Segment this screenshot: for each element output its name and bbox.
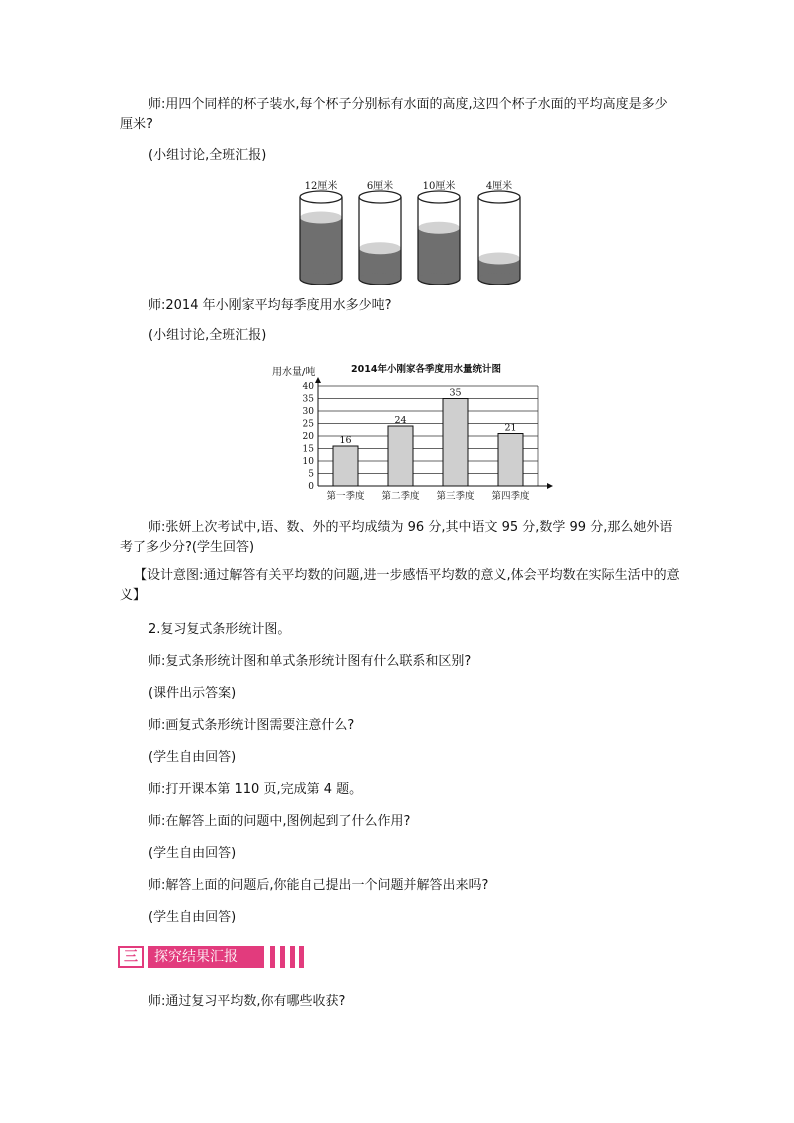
- y-axis-label: 用水量/吨: [272, 367, 316, 378]
- x-tick-label: 第二季度: [381, 491, 420, 502]
- question-takeaways: 师:通过复习平均数,你有哪些收获?: [148, 994, 346, 1009]
- y-tick-label: 30: [302, 407, 314, 417]
- design-intent: 【设计意图:通过解答有关平均数的问题,进一步感悟平均数的意义,体会平均数在实际生活中的意义】: [120, 568, 680, 603]
- y-tick-label: 40: [302, 382, 314, 392]
- group-discussion-1: (小组讨论,全班汇报): [148, 148, 267, 163]
- chart-title: 2014年小刚家各季度用水量统计图: [351, 364, 501, 375]
- y-tick-label: 35: [302, 394, 314, 405]
- bar-value-label: 16: [339, 435, 352, 446]
- cup-label: 4厘米: [485, 181, 513, 192]
- question-water-usage: 师:2014 年小刚家平均每季度用水多少吨?: [148, 298, 392, 313]
- cup-rim: [359, 191, 401, 203]
- free-answer-2: (学生自由回答): [148, 846, 237, 861]
- question-legend-role: 师:在解答上面的问题中,图例起到了什么作用?: [148, 814, 411, 829]
- water-body: [300, 218, 342, 280]
- y-tick-label: 20: [302, 432, 314, 442]
- section-title: 探究结果汇报: [148, 946, 264, 968]
- section-stripe: [280, 946, 285, 968]
- water-usage-bar-chart: [268, 358, 558, 508]
- review-heading: 2.复习复式条形统计图。: [148, 622, 291, 637]
- section-stripe: [299, 946, 304, 968]
- bar: [388, 426, 413, 486]
- water-surface: [359, 242, 401, 254]
- water-surface: [478, 253, 520, 265]
- section-stripe: [290, 946, 295, 968]
- free-answer-1: (学生自由回答): [148, 750, 237, 765]
- x-tick-label: 第三季度: [436, 491, 475, 502]
- cups-figure: [290, 175, 530, 285]
- question-exam-score: 师:张妍上次考试中,语、数、外的平均成绩为 96 分,其中语文 95 分,数学 99 分,那么她外语考了多少分?(学生回答): [120, 520, 673, 555]
- y-tick-label: 15: [302, 444, 314, 455]
- bar-value-label: 21: [504, 422, 517, 434]
- bar: [498, 434, 523, 487]
- x-tick-label: 第一季度: [326, 491, 365, 502]
- section-number: 三: [118, 946, 144, 968]
- water-surface: [418, 222, 460, 234]
- bar: [443, 399, 468, 487]
- water-surface: [300, 212, 342, 224]
- group-discussion-2: (小组讨论,全班汇报): [148, 328, 267, 343]
- y-tick-label: 25: [302, 419, 314, 430]
- textbook-instruction: 师:打开课本第 110 页,完成第 4 题。: [148, 782, 363, 797]
- cup-rim: [300, 191, 342, 203]
- question-drawing-notes: 师:画复式条形统计图需要注意什么?: [148, 718, 355, 733]
- question-compound-bar: 师:复式条形统计图和单式条形统计图有什么联系和区别?: [148, 654, 472, 669]
- cup-rim: [478, 191, 520, 203]
- bar-value-label: 35: [449, 387, 462, 399]
- cup-label: 12厘米: [304, 181, 338, 192]
- y-tick-label: 10: [302, 457, 314, 467]
- bar: [333, 446, 358, 486]
- cup-label: 6厘米: [366, 181, 394, 192]
- bar-value-label: 24: [394, 415, 407, 426]
- y-tick-label: 5: [308, 469, 314, 480]
- cup-rim: [418, 191, 460, 203]
- y-tick-label: 0: [308, 482, 314, 492]
- show-answer-note: (课件出示答案): [148, 686, 237, 701]
- x-tick-label: 第四季度: [491, 491, 530, 502]
- x-axis-arrow: [547, 483, 553, 489]
- free-answer-3: (学生自由回答): [148, 910, 237, 925]
- section-banner: [118, 946, 303, 968]
- question-own-problem: 师:解答上面的问题后,你能自己提出一个问题并解答出来吗?: [148, 878, 489, 893]
- question-cups: 师:用四个同样的杯子装水,每个杯子分别标有水面的高度,这四个杯子水面的平均高度是多少厘米?: [120, 97, 668, 132]
- water-body: [418, 228, 460, 279]
- section-stripe: [270, 946, 275, 968]
- cup-label: 10厘米: [422, 181, 456, 192]
- y-axis-arrow: [315, 377, 321, 383]
